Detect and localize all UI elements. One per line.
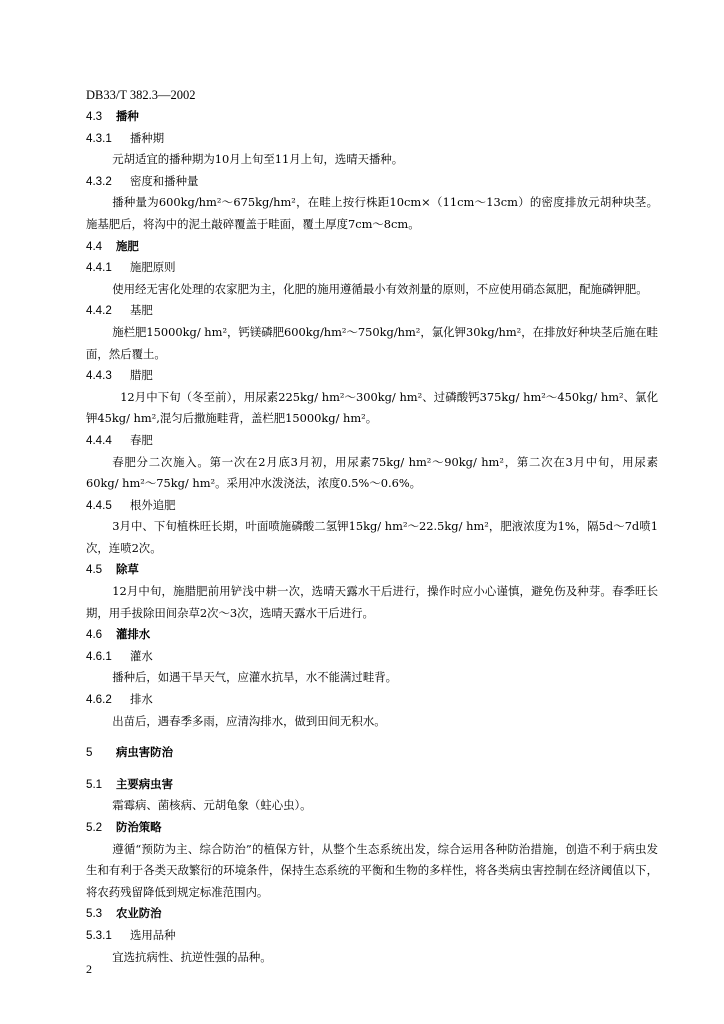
section-number: 4.4.2 [86,304,112,318]
section-heading [86,171,658,193]
section-title: 主要病虫害 [116,776,173,791]
section-number: 4.4.5 [86,498,112,512]
section-title: 防治策略 [116,820,162,834]
section-heading [86,559,658,581]
section-number: 5.1 [86,777,103,791]
section-number: 4.6 [86,628,103,642]
section-title: 播种 [116,109,139,123]
document-header-id: DB33/T 382.3—2002 [86,88,196,102]
section-heading [86,646,658,668]
section-number: 4.6.2 [86,693,112,707]
section-number: 4.6.1 [86,649,112,663]
section-title: 春肥 [130,432,153,447]
document-body [86,106,658,968]
section-heading [86,430,658,452]
section-number: 4.4.4 [86,433,112,447]
paragraph: 3月中、下旬植株旺长期，叶面喷施磷酸二氢钾15kg/ hm²～22.5kg/ hm²，肥液浓度为1%，隔5d～7d喷1次，连喷2次。 [86,519,658,555]
section-number: 4.3 [86,110,103,123]
section-number: 4.3.2 [86,174,112,188]
paragraph: 播种后，如遇干旱天气，应灌水抗旱，水不能满过畦背。 [112,670,397,685]
paragraph: 遵循“预防为主、综合防治”的植保方针，从整个生态系统出发，综合运用各种防治措施，创造不利于病虫发生和有利于各类天敌繁衍的环境条件，保持生态系统的平衡和生物的多样性，将各类病虫害控制在经济阈值以下，将农药残留降低到规定标准范围内。 [86,841,658,899]
section-title: 灌排水 [116,627,151,642]
section-title: 选用品种 [130,927,176,942]
section-heading [86,925,658,947]
section-heading [86,903,658,925]
paragraph: 出苗后，遇春季多雨，应清沟排水，做到田间无积水。 [112,713,386,728]
section-number: 4.3.1 [86,131,112,145]
section-title: 腊肥 [130,368,153,383]
section-title: 基肥 [130,303,153,318]
section-number: 5.3.1 [86,928,112,942]
paragraph: 宜选抗病性、抗逆性强的品种。 [112,949,272,964]
paragraph: 12月中下旬（冬至前），用尿素225kg/ hm²～300kg/ hm²、过磷酸钙375kg/ hm²～450kg/ hm²、氯化钾45kg/ hm²,混匀后撒施畦背，盖栏肥15000kg/ hm²。 [86,389,658,426]
section-title: 施肥原则 [130,260,176,275]
section-heading [86,774,658,796]
section-title: 农业防治 [116,906,162,921]
paragraph: 施栏肥15000kg/ hm²，钙镁磷肥600kg/hm²～750kg/hm²，氯化钾30kg/hm²，在排放好种块茎后施在畦面，然后覆土。 [86,324,658,361]
section-heading [86,817,658,839]
section-heading [86,742,658,764]
section-number: 4.4.1 [86,261,112,275]
section-number: 4.4 [86,239,103,253]
section-heading [86,257,658,279]
section-title: 播种期 [130,130,165,145]
section-title: 密度和播种量 [130,173,199,188]
section-heading [86,300,658,322]
section-number: 5.3 [86,907,103,921]
section-title: 除草 [116,562,139,577]
section-heading [86,495,658,517]
page-number: 2 [86,962,92,976]
paragraph: 使用经无害化处理的农家肥为主，化肥的施用遵循最小有效剂量的原则，不应使用硝态氮肥，配施磷钾肥。 [112,281,648,296]
section-heading [86,365,658,387]
paragraph: 12月中旬，施腊肥前用铲浅中耕一次，选晴天露水干后进行，操作时应小心谨慎，避免伤及种芽。春季旺长期，用手拔除田间杂草2次～3次，选晴天露水干后进行。 [86,584,658,620]
section-heading [86,128,658,150]
section-number: 5 [86,746,93,760]
section-title: 根外追肥 [130,497,176,512]
section-title: 施肥 [116,238,139,253]
section-number: 4.5 [86,563,103,577]
section-heading [86,689,658,711]
paragraph: 播种量为600kg/hm²～675kg/hm²，在畦上按行株距10cm×（11cm～13cm）的密度排放元胡种块茎。施基肥后，将沟中的泥土敲碎覆盖于畦面，覆土厚度7cm～8cm。 [86,195,658,231]
paragraph: 霜霉病、菌核病、元胡龟象（蛀心虫）。 [112,798,312,813]
paragraph: 元胡适宜的播种期为10月上旬至11月上旬，选晴天播种。 [112,152,404,167]
paragraph: 春肥分二次施入。第一次在2月底3月初，用尿素75kg/ hm²～90kg/ hm²，第二次在3月中旬，用尿素60kg/ hm²～75kg/ hm²。采用冲水泼浇法，浓度0.5%～0.6%。 [86,454,658,491]
section-heading [86,624,658,646]
section-heading [86,236,658,258]
section-title: 病虫害防治 [116,745,173,760]
section-number: 5.2 [86,821,103,834]
section-title: 灌水 [130,648,153,663]
section-heading [86,106,658,128]
section-title: 排水 [130,692,153,707]
section-number: 4.4.3 [86,369,112,383]
